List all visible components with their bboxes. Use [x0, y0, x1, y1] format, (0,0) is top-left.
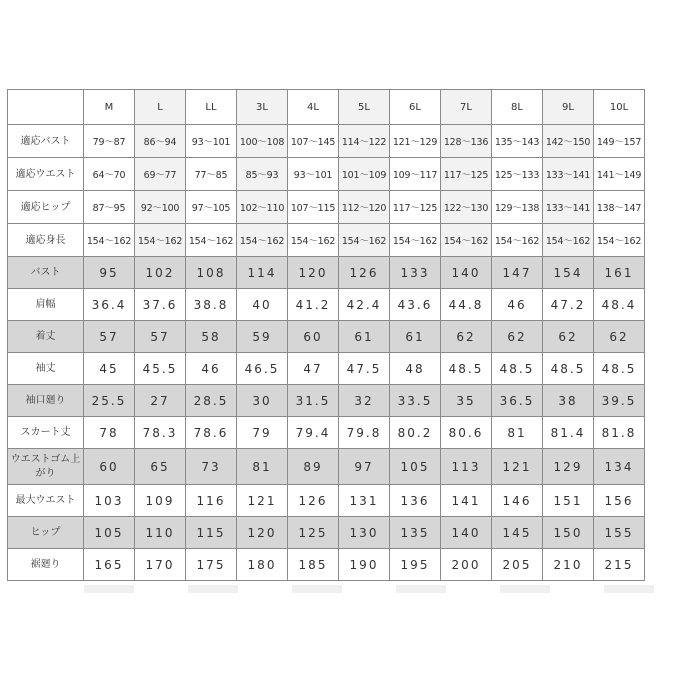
measurement-value-cell: 146 [492, 485, 543, 517]
measurement-value-cell: 185 [288, 549, 339, 581]
measurement-value-cell: 38.8 [186, 289, 237, 321]
fit-value-cell: 142～150 [543, 125, 594, 158]
fit-value-cell: 107～115 [288, 191, 339, 224]
measurement-value-cell: 110 [135, 517, 186, 549]
measurement-value-cell: 120 [237, 517, 288, 549]
fit-value-cell: 135～143 [492, 125, 543, 158]
measurement-value-cell: 95 [84, 257, 135, 289]
measurement-value-cell: 115 [186, 517, 237, 549]
measurement-value-cell: 210 [543, 549, 594, 581]
column-shade-10l [604, 585, 654, 593]
measurement-value-cell: 62 [492, 321, 543, 353]
measurement-value-cell: 105 [84, 517, 135, 549]
measurement-value-cell: 31.5 [288, 385, 339, 417]
column-shade-ll [188, 585, 238, 593]
fit-row-label: 適応ウエスト [8, 158, 84, 191]
fit-value-cell: 138～147 [594, 191, 645, 224]
size-header-cell: 9L [543, 90, 594, 125]
measurement-value-cell: 73 [186, 449, 237, 485]
fit-value-cell: 154～162 [492, 224, 543, 257]
fit-value-cell: 69～77 [135, 158, 186, 191]
fit-value-cell: 117～125 [390, 191, 441, 224]
measurement-row [8, 549, 645, 581]
fit-value-cell: 97～105 [186, 191, 237, 224]
fit-row [8, 158, 645, 191]
measurement-value-cell: 103 [84, 485, 135, 517]
fit-value-cell: 128～136 [441, 125, 492, 158]
fit-value-cell: 85～93 [237, 158, 288, 191]
fit-row [8, 224, 645, 257]
measurement-value-cell: 40 [237, 289, 288, 321]
fit-value-cell: 64～70 [84, 158, 135, 191]
measurement-value-cell: 27 [135, 385, 186, 417]
measurement-value-cell: 37.6 [135, 289, 186, 321]
fit-value-cell: 112～120 [339, 191, 390, 224]
size-header-row [8, 90, 645, 125]
measurement-value-cell: 47.5 [339, 353, 390, 385]
column-shade-4l [292, 585, 342, 593]
fit-value-cell: 154～162 [390, 224, 441, 257]
measurement-value-cell: 79.4 [288, 417, 339, 449]
measurement-value-cell: 113 [441, 449, 492, 485]
fit-value-cell: 129～138 [492, 191, 543, 224]
fit-value-cell: 93～101 [186, 125, 237, 158]
measurement-row [8, 485, 645, 517]
measurement-value-cell: 105 [390, 449, 441, 485]
measurement-row [8, 517, 645, 549]
measurement-value-cell: 80.2 [390, 417, 441, 449]
measurement-row-label: 裾廻り [8, 549, 84, 581]
size-header-cell: 3L [237, 90, 288, 125]
measurement-value-cell: 41.2 [288, 289, 339, 321]
fit-value-cell: 101～109 [339, 158, 390, 191]
measurement-value-cell: 190 [339, 549, 390, 581]
size-chart-table [7, 89, 645, 581]
column-shade-8l [500, 585, 550, 593]
measurement-value-cell: 36.5 [492, 385, 543, 417]
size-header-cell: 10L [594, 90, 645, 125]
fit-row-label: 適応身長 [8, 224, 84, 257]
measurement-value-cell: 28.5 [186, 385, 237, 417]
fit-value-cell: 100～108 [237, 125, 288, 158]
measurement-value-cell: 36.4 [84, 289, 135, 321]
size-header-cell: 8L [492, 90, 543, 125]
measurement-value-cell: 43.6 [390, 289, 441, 321]
measurement-value-cell: 60 [288, 321, 339, 353]
fit-value-cell: 114～122 [339, 125, 390, 158]
fit-value-cell: 154～162 [594, 224, 645, 257]
measurement-value-cell: 150 [543, 517, 594, 549]
measurement-value-cell: 205 [492, 549, 543, 581]
fit-value-cell: 79～87 [84, 125, 135, 158]
fit-value-cell: 109～117 [390, 158, 441, 191]
measurement-row-label: ウエストゴム上がり [8, 449, 84, 485]
measurement-value-cell: 116 [186, 485, 237, 517]
measurement-value-cell: 126 [288, 485, 339, 517]
measurement-value-cell: 32 [339, 385, 390, 417]
measurement-value-cell: 48.5 [492, 353, 543, 385]
measurement-value-cell: 61 [339, 321, 390, 353]
fit-value-cell: 149～157 [594, 125, 645, 158]
measurement-value-cell: 46.5 [237, 353, 288, 385]
measurement-value-cell: 78.6 [186, 417, 237, 449]
fit-value-cell: 154～162 [543, 224, 594, 257]
fit-value-cell: 86～94 [135, 125, 186, 158]
measurement-value-cell: 78 [84, 417, 135, 449]
fit-value-cell: 154～162 [339, 224, 390, 257]
measurement-value-cell: 175 [186, 549, 237, 581]
measurement-value-cell: 57 [84, 321, 135, 353]
measurement-value-cell: 78.3 [135, 417, 186, 449]
measurement-value-cell: 215 [594, 549, 645, 581]
fit-row-label: 適応バスト [8, 125, 84, 158]
measurement-value-cell: 79 [237, 417, 288, 449]
measurement-value-cell: 60 [84, 449, 135, 485]
measurement-value-cell: 81.8 [594, 417, 645, 449]
measurement-value-cell: 65 [135, 449, 186, 485]
measurement-row-label: 肩幅 [8, 289, 84, 321]
measurement-value-cell: 125 [288, 517, 339, 549]
measurement-row [8, 449, 645, 485]
size-header-cell: LL [186, 90, 237, 125]
measurement-value-cell: 114 [237, 257, 288, 289]
measurement-value-cell: 35 [441, 385, 492, 417]
measurement-value-cell: 121 [237, 485, 288, 517]
measurement-value-cell: 45 [84, 353, 135, 385]
measurement-value-cell: 79.8 [339, 417, 390, 449]
measurement-row-label: スカート丈 [8, 417, 84, 449]
measurement-value-cell: 97 [339, 449, 390, 485]
fit-value-cell: 154～162 [237, 224, 288, 257]
measurement-value-cell: 156 [594, 485, 645, 517]
measurement-value-cell: 126 [339, 257, 390, 289]
measurement-value-cell: 155 [594, 517, 645, 549]
column-shade-6l [396, 585, 446, 593]
measurement-value-cell: 48.5 [441, 353, 492, 385]
measurement-row [8, 321, 645, 353]
fit-value-cell: 121～129 [390, 125, 441, 158]
fit-value-cell: 154～162 [441, 224, 492, 257]
measurement-value-cell: 46 [492, 289, 543, 321]
measurement-value-cell: 140 [441, 257, 492, 289]
measurement-value-cell: 47 [288, 353, 339, 385]
measurement-value-cell: 147 [492, 257, 543, 289]
size-header-cell: M [84, 90, 135, 125]
measurement-row [8, 385, 645, 417]
measurement-value-cell: 140 [441, 517, 492, 549]
measurement-value-cell: 195 [390, 549, 441, 581]
size-header-cell: 5L [339, 90, 390, 125]
fit-row [8, 125, 645, 158]
size-header-cell: L [135, 90, 186, 125]
measurement-value-cell: 25.5 [84, 385, 135, 417]
fit-value-cell: 125～133 [492, 158, 543, 191]
measurement-value-cell: 80.6 [441, 417, 492, 449]
measurement-value-cell: 102 [135, 257, 186, 289]
measurement-row-label: 袖口廻り [8, 385, 84, 417]
measurement-row-label: 着丈 [8, 321, 84, 353]
fit-value-cell: 92～100 [135, 191, 186, 224]
fit-value-cell: 87～95 [84, 191, 135, 224]
measurement-value-cell: 109 [135, 485, 186, 517]
measurement-value-cell: 59 [237, 321, 288, 353]
measurement-value-cell: 145 [492, 517, 543, 549]
measurement-value-cell: 62 [543, 321, 594, 353]
measurement-value-cell: 81 [237, 449, 288, 485]
measurement-value-cell: 136 [390, 485, 441, 517]
measurement-value-cell: 135 [390, 517, 441, 549]
measurement-value-cell: 48.4 [594, 289, 645, 321]
measurement-value-cell: 48 [390, 353, 441, 385]
column-shade-m [84, 585, 134, 593]
measurement-value-cell: 165 [84, 549, 135, 581]
measurement-value-cell: 89 [288, 449, 339, 485]
measurement-value-cell: 120 [288, 257, 339, 289]
measurement-value-cell: 141 [441, 485, 492, 517]
measurement-row-label: バスト [8, 257, 84, 289]
measurement-value-cell: 30 [237, 385, 288, 417]
fit-value-cell: 133～141 [543, 191, 594, 224]
measurement-value-cell: 38 [543, 385, 594, 417]
size-header-cell: 6L [390, 90, 441, 125]
measurement-value-cell: 45.5 [135, 353, 186, 385]
fit-value-cell: 117～125 [441, 158, 492, 191]
size-header-cell: 7L [441, 90, 492, 125]
measurement-value-cell: 42.4 [339, 289, 390, 321]
fit-value-cell: 122～130 [441, 191, 492, 224]
measurement-value-cell: 134 [594, 449, 645, 485]
measurement-row [8, 353, 645, 385]
measurement-value-cell: 200 [441, 549, 492, 581]
measurement-row-label: 最大ウエスト [8, 485, 84, 517]
fit-value-cell: 154～162 [84, 224, 135, 257]
measurement-value-cell: 133 [390, 257, 441, 289]
measurement-row [8, 289, 645, 321]
fit-value-cell: 133～141 [543, 158, 594, 191]
fit-value-cell: 107～145 [288, 125, 339, 158]
measurement-value-cell: 48.5 [543, 353, 594, 385]
measurement-value-cell: 44.8 [441, 289, 492, 321]
size-chart-body [8, 90, 645, 581]
fit-value-cell: 141～149 [594, 158, 645, 191]
fit-value-cell: 154～162 [186, 224, 237, 257]
measurement-value-cell: 161 [594, 257, 645, 289]
fit-value-cell: 93～101 [288, 158, 339, 191]
fit-value-cell: 154～162 [288, 224, 339, 257]
fit-value-cell: 77～85 [186, 158, 237, 191]
measurement-value-cell: 154 [543, 257, 594, 289]
measurement-value-cell: 131 [339, 485, 390, 517]
measurement-value-cell: 121 [492, 449, 543, 485]
measurement-value-cell: 170 [135, 549, 186, 581]
measurement-value-cell: 33.5 [390, 385, 441, 417]
measurement-value-cell: 58 [186, 321, 237, 353]
measurement-value-cell: 81.4 [543, 417, 594, 449]
measurement-value-cell: 48.5 [594, 353, 645, 385]
measurement-value-cell: 57 [135, 321, 186, 353]
fit-value-cell: 154～162 [135, 224, 186, 257]
measurement-row-label: 袖丈 [8, 353, 84, 385]
fit-row-label: 適応ヒップ [8, 191, 84, 224]
measurement-value-cell: 81 [492, 417, 543, 449]
measurement-value-cell: 129 [543, 449, 594, 485]
measurement-value-cell: 180 [237, 549, 288, 581]
fit-row [8, 191, 645, 224]
measurement-row-label: ヒップ [8, 517, 84, 549]
size-header-cell: 4L [288, 90, 339, 125]
measurement-value-cell: 62 [441, 321, 492, 353]
measurement-value-cell: 151 [543, 485, 594, 517]
measurement-row [8, 257, 645, 289]
measurement-value-cell: 108 [186, 257, 237, 289]
measurement-value-cell: 62 [594, 321, 645, 353]
measurement-value-cell: 47.2 [543, 289, 594, 321]
measurement-row [8, 417, 645, 449]
corner-cell [8, 90, 84, 125]
measurement-value-cell: 61 [390, 321, 441, 353]
fit-value-cell: 102～110 [237, 191, 288, 224]
measurement-value-cell: 130 [339, 517, 390, 549]
measurement-value-cell: 46 [186, 353, 237, 385]
measurement-value-cell: 39.5 [594, 385, 645, 417]
